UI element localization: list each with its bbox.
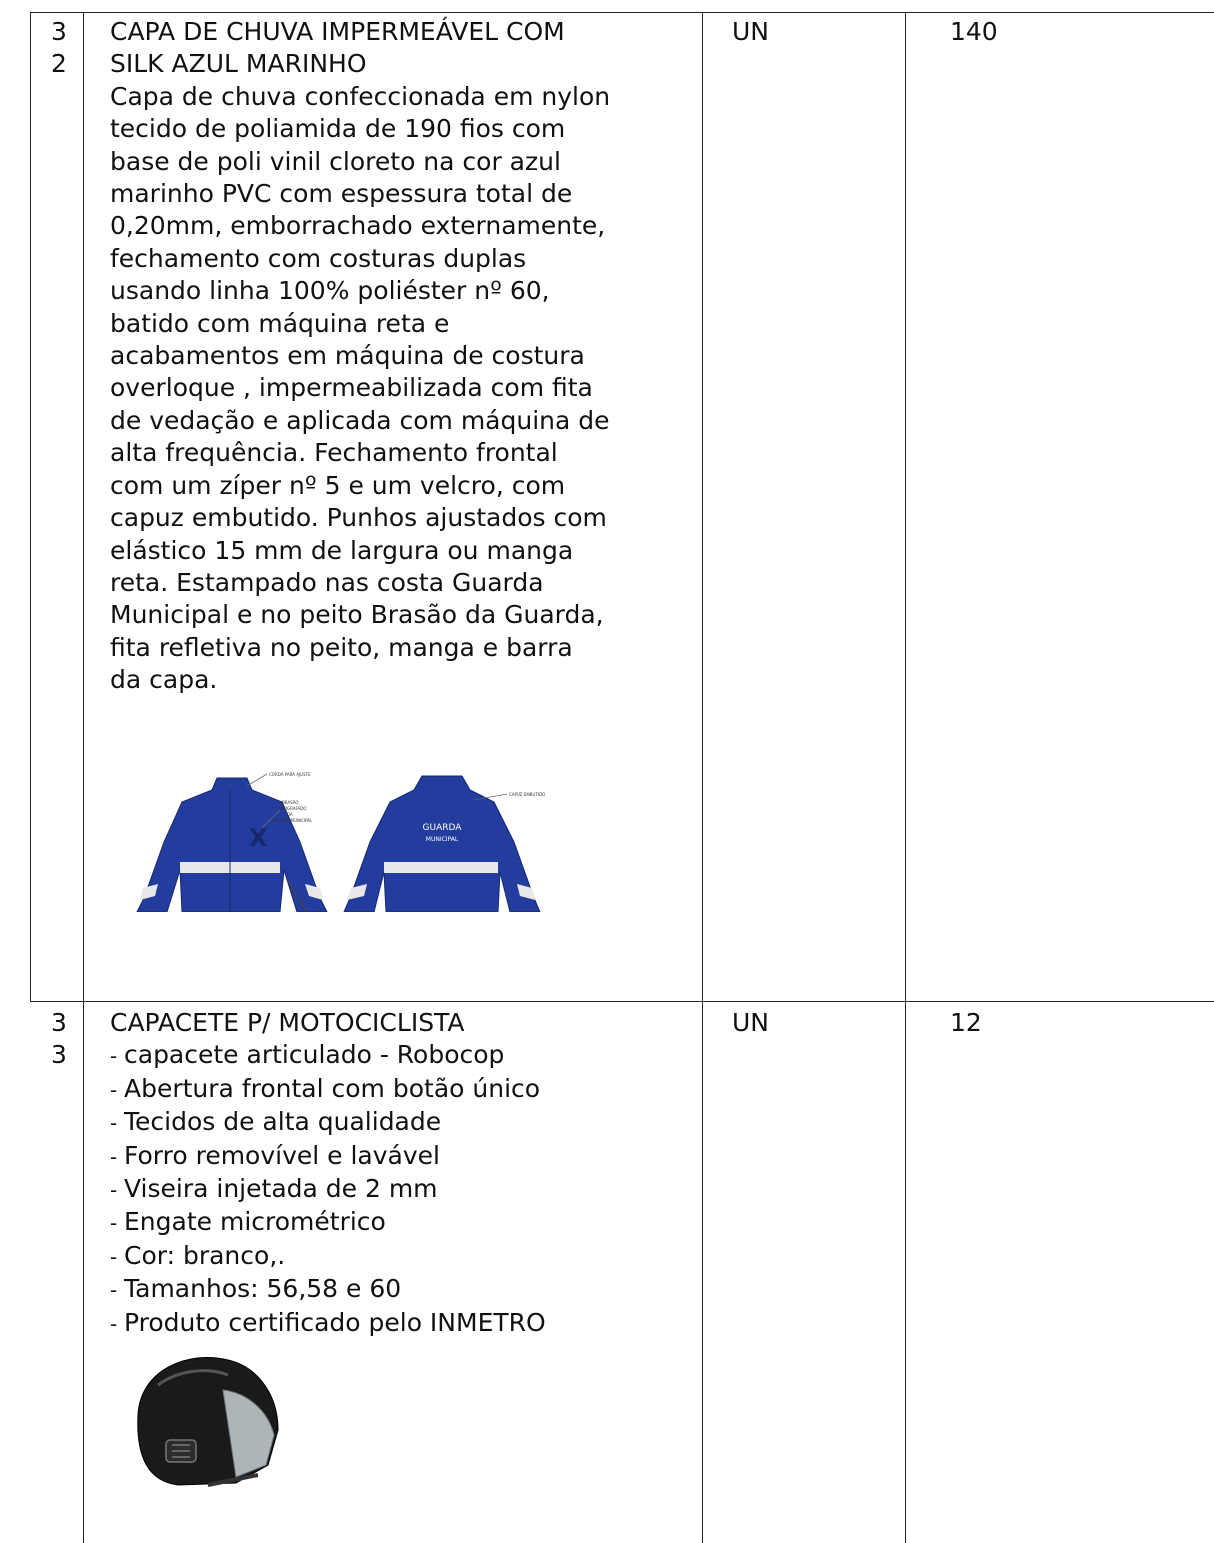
item-description-cell [110, 1007, 700, 1340]
item-number-digit: 3 [51, 1040, 67, 1070]
column-divider-quantity [905, 12, 906, 1543]
spec-item [110, 1039, 700, 1072]
bullet-dash: - [110, 1044, 118, 1069]
back-print-text: MUNICIPAL [425, 836, 459, 843]
spec-item [110, 1140, 700, 1173]
description-line: elástico 15 mm de largura ou manga [110, 535, 574, 565]
description-line: alta frequência. Fechamento frontal [110, 438, 558, 468]
description-line: fechamento com costuras duplas [110, 243, 527, 273]
description-line: Municipal e no peito Brasão da Guarda, [110, 600, 604, 630]
description-line: reta. Estampado nas costa Guarda [110, 567, 544, 597]
raincoat-front-drawing [137, 774, 327, 912]
item-number [44, 1007, 74, 1072]
description-line: da capa. [110, 665, 218, 695]
item-spec-list [110, 1039, 700, 1340]
table-left-border [30, 12, 31, 1001]
back-print-text: GUARDA [422, 823, 462, 833]
spec-text: Engate micrométrico [124, 1207, 386, 1237]
description-line: base de poli vinil cloreto na cor azul [110, 146, 561, 176]
bullet-dash: - [110, 1311, 118, 1336]
callout-crest: DA [287, 812, 293, 817]
spec-item [110, 1307, 700, 1340]
column-divider-unit [702, 12, 703, 1543]
description-line: batido com máquina reta e [110, 308, 450, 338]
description-line: tecido de poliamida de 190 fios com [110, 114, 566, 144]
callout-crest: SERIGRAFADO [278, 806, 307, 811]
spec-item [110, 1073, 700, 1106]
item-number-digit: 3 [51, 17, 67, 46]
spec-item [110, 1206, 700, 1239]
row-divider [30, 1001, 1214, 1002]
callout-crest: BRASÃO [282, 800, 299, 805]
spec-text: Tecidos de alta qualidade [124, 1107, 442, 1137]
callout-hood: CAPUZ EMBUTIDO [509, 792, 546, 797]
callout-crest: GUARDA MUNICIPAL [272, 818, 313, 823]
bullet-dash: - [110, 1211, 118, 1236]
spec-item [110, 1240, 700, 1273]
spec-text: capacete articulado - Robocop [124, 1040, 505, 1070]
description-line: capuz embutido. Punhos ajustados com [110, 503, 607, 533]
spec-text: Produto certificado pelo INMETRO [124, 1307, 546, 1337]
bullet-dash: - [110, 1244, 118, 1269]
description-line: fita refletiva no peito, manga e barra [110, 632, 573, 662]
spec-text: Tamanhos: 56,58 e 60 [124, 1274, 402, 1304]
table-top-border [30, 12, 1214, 13]
spec-text: Forro removível e lavável [124, 1140, 440, 1170]
description-line: marinho PVC com espessura total de [110, 179, 573, 209]
item-number [44, 16, 74, 81]
item-quantity: 12 [950, 1008, 982, 1037]
bullet-dash: - [110, 1077, 118, 1102]
helmet-illustration [118, 1345, 290, 1505]
description-line: acabamentos em máquina de costura [110, 341, 585, 371]
description-line: usando linha 100% poliéster nº 60, [110, 276, 550, 306]
item-description-cell [110, 16, 700, 697]
description-line: Capa de chuva confeccionada em nylon [110, 81, 611, 111]
bullet-dash: - [110, 1278, 118, 1303]
svg-text:X: X [249, 824, 268, 852]
description-line: de vedação e aplicada com máquina de [110, 405, 610, 435]
bullet-dash: - [110, 1111, 118, 1136]
bullet-dash: - [110, 1144, 118, 1169]
item-title: CAPA DE CHUVA IMPERMEÁVEL COM [110, 17, 565, 46]
item-description [110, 81, 700, 697]
spec-item [110, 1173, 700, 1206]
spec-item [110, 1273, 700, 1306]
description-line: com um zíper nº 5 e um velcro, com [110, 470, 566, 500]
item-title: SILK AZUL MARINHO [110, 49, 367, 79]
item-unit: UN [732, 1008, 769, 1037]
item-unit: UN [732, 17, 769, 46]
callout-cord: CORDA PARA AJUSTE [269, 772, 311, 777]
description-line: overloque , impermeabilizada com fita [110, 373, 593, 403]
item-number-digit: 2 [51, 49, 67, 79]
spec-text: Abertura frontal com botão único [124, 1073, 541, 1103]
spec-text: Cor: branco,. [124, 1240, 286, 1270]
description-line: 0,20mm, emborrachado externamente, [110, 211, 606, 241]
spec-item [110, 1106, 700, 1139]
bullet-dash: - [110, 1178, 118, 1203]
item-quantity: 140 [950, 17, 998, 46]
item-number-digit: 3 [51, 1008, 67, 1037]
spec-text: Viseira injetada de 2 mm [124, 1174, 438, 1204]
raincoat-illustration [122, 770, 592, 912]
column-divider-number [83, 12, 84, 1543]
item-title: CAPACETE P/ MOTOCICLISTA [110, 1008, 465, 1037]
